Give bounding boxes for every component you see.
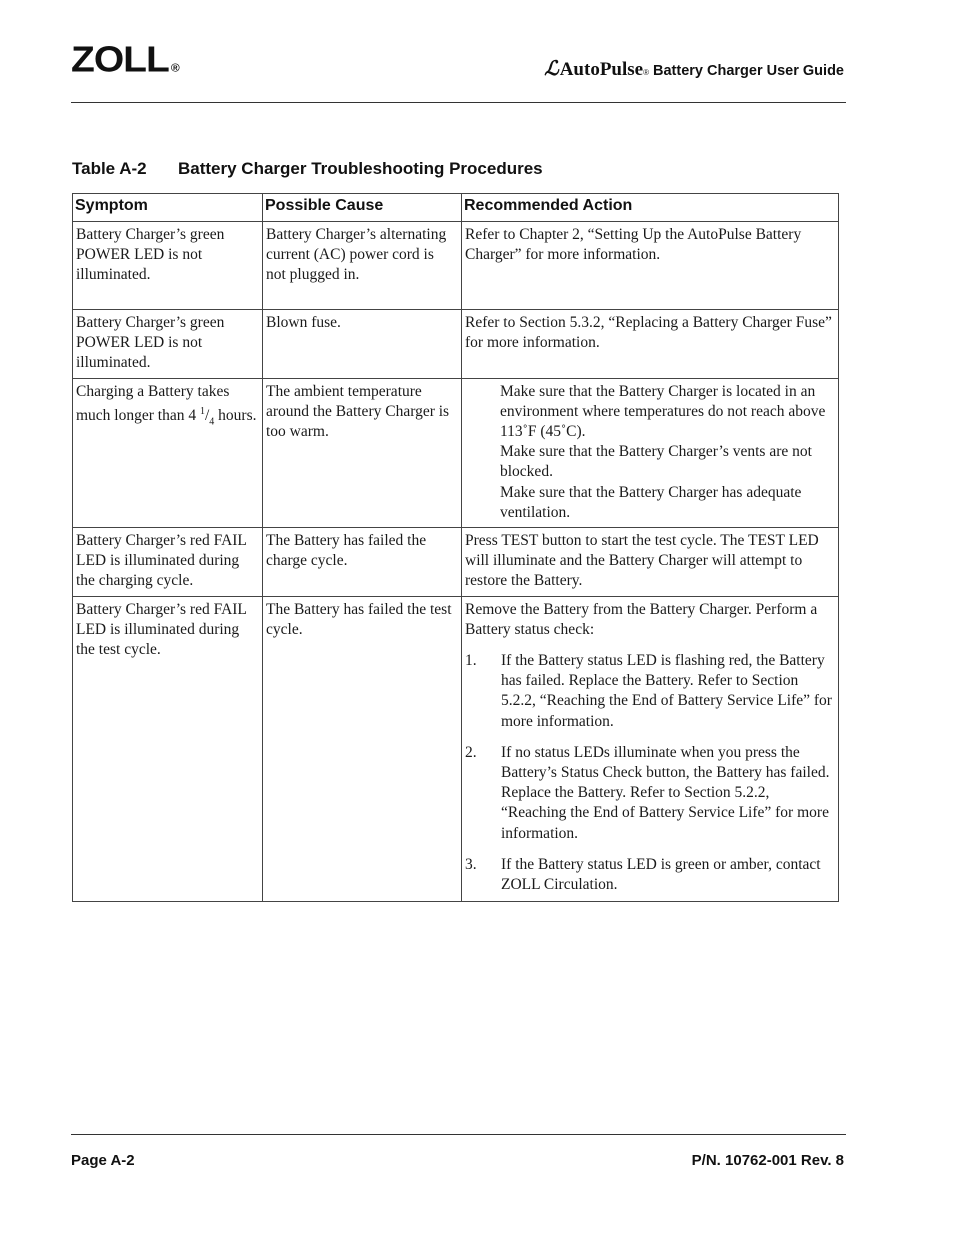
- list-item: [465, 855, 834, 895]
- product-name: AutoPulse: [559, 59, 644, 80]
- autopulse-logo-icon: ℒ: [544, 58, 559, 80]
- column-header-action: Recommended Action: [462, 194, 839, 222]
- page-number: Page A-2: [71, 1152, 135, 1169]
- cause-cell: Battery Charger’s alternating current (AC) power cord is not plugged in.: [263, 222, 462, 310]
- list-item: Make sure that the Battery Charger is located in an environment where temperatures do not reach above 113˚F (45˚C).: [500, 382, 826, 441]
- table-row: [73, 596, 839, 902]
- column-header-cause: Possible Cause: [263, 194, 462, 222]
- cause-cell: The Battery has failed the charge cycle.: [263, 528, 462, 597]
- symptom-cell: Battery Charger’s red FAIL LED is illuminated during the charging cycle.: [73, 528, 263, 597]
- brand-name: ZOLL: [71, 40, 169, 80]
- cause-cell: The Battery has failed the test cycle.: [263, 596, 462, 902]
- action-cell: Refer to Section 5.3.2, “Replacing a Battery Charger Fuse” for more information.: [462, 310, 839, 379]
- symptom-text: Charging a Battery takes much longer than 4: [76, 382, 230, 424]
- list-item: Make sure that the Battery Charger’s vents are not blocked.: [500, 443, 812, 481]
- table-row: [73, 528, 839, 597]
- step-text: If the Battery status LED is green or amber, contact ZOLL Circulation.: [501, 855, 821, 894]
- column-header-symptom: Symptom: [73, 194, 263, 222]
- symptom-cell: Battery Charger’s green POWER LED is not illuminated.: [73, 310, 263, 379]
- list-item: Make sure that the Battery Charger has adequate ventilation.: [500, 483, 802, 521]
- table-row: [73, 310, 839, 379]
- table-label: Table A-2: [72, 159, 147, 178]
- list-item: [465, 651, 834, 732]
- table-row: [73, 378, 839, 527]
- step-text: If no status LEDs illuminate when you press the Battery’s Status Check button, the Battery has failed. Replace the Battery. Refer to Section 5.2.2, “Reaching the End of Battery Service Life” for more information.: [501, 743, 830, 842]
- guide-header: [544, 56, 844, 81]
- fraction-denominator: 4: [209, 416, 215, 428]
- guide-title: Battery Charger User Guide: [653, 63, 844, 79]
- part-number: P/N. 10762-001 Rev. 8: [691, 1152, 844, 1169]
- footer-divider: [71, 1134, 846, 1135]
- action-cell: Press TEST button to start the test cycle. The TEST LED will illuminate and the Battery Charger will attempt to restore the Battery.: [462, 528, 839, 597]
- step-text: If the Battery status LED is flashing red, the Battery has failed. Replace the Battery. Refer to Section 5.2.2, “Reaching the End of Battery Service Life” for more information.: [501, 652, 832, 730]
- troubleshooting-table: [72, 193, 839, 902]
- step-number: 2.: [465, 743, 477, 761]
- step-number: 3.: [465, 855, 477, 873]
- list-item: [465, 743, 834, 844]
- table-header-row: [73, 194, 839, 222]
- product-registered-mark: ®: [643, 68, 650, 77]
- zoll-logo: [71, 42, 180, 78]
- fraction-slash: /: [204, 406, 210, 424]
- action-intro: Remove the Battery from the Battery Charger. Perform a Battery status check:: [465, 600, 818, 638]
- action-cell: Refer to Chapter 2, “Setting Up the AutoPulse Battery Charger” for more information.: [462, 222, 839, 310]
- table-title: Battery Charger Troubleshooting Procedures: [178, 159, 543, 178]
- symptom-cell: Battery Charger’s red FAIL LED is illuminated during the test cycle.: [73, 596, 263, 902]
- symptom-cell: Battery Charger’s green POWER LED is not illuminated.: [73, 222, 263, 310]
- fraction-numerator: 1: [199, 405, 205, 417]
- step-number: 1.: [465, 652, 477, 670]
- table-caption: [72, 159, 543, 179]
- symptom-text-end: hours.: [214, 406, 257, 424]
- table-row: [73, 222, 839, 310]
- action-steps: [465, 651, 834, 895]
- header-divider: [71, 102, 846, 103]
- action-cell: [462, 596, 839, 902]
- symptom-cell: [73, 378, 263, 527]
- action-list: [465, 382, 834, 523]
- cause-cell: Blown fuse.: [263, 310, 462, 379]
- action-cell: [462, 378, 839, 527]
- registered-mark: ®: [170, 61, 180, 75]
- cause-cell: The ambient temperature around the Battery Charger is too warm.: [263, 378, 462, 527]
